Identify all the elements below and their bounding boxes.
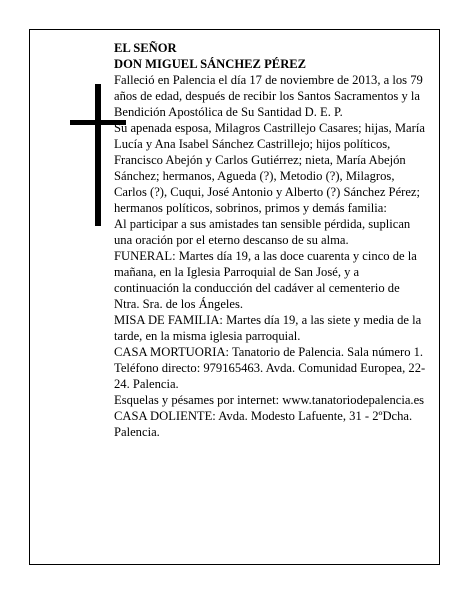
obituary-text [114,40,426,440]
funeral-home-paragraph: CASA MORTUORIA: Tanatorio de Palencia. Sala número 1. Teléfono directo: 979165463. Avda. Comunidad Europea, 22-24. Palencia. [114,345,426,391]
heading-name: DON MIGUEL SÁNCHEZ PÉREZ [114,57,307,71]
family-home-paragraph: CASA DOLIENTE: Avda. Modesto Lafuente, 31 - 2ºDcha. Palencia. [114,409,413,439]
heading-title: EL SEÑOR [114,41,177,55]
family-paragraph: Su apenada esposa, Milagros Castrillejo Casares; hijas, María Lucía y Ana Isabel Sánchez Castrillejo; hijos políticos, Francisco Abejón y Carlos Gutiérrez; nieta, María Abejón Sánchez; hermanos, Agueda (?), Metodio (?), Milagros, Carlos (?), Cuqui, José Antonio y Alberto (?) Sánchez Pérez; hermanos políticos, sobrinos, primos y demás familia: [114,121,425,215]
family-mass-paragraph: MISA DE FAMILIA: Martes día 19, a las siete y media de la tarde, en la misma iglesia parroquial. [114,313,422,343]
prayer-paragraph: Al participar a sus amistades tan sensible pérdida, suplican una oración por el eterno descanso de su alma. [114,217,411,247]
funeral-paragraph: FUNERAL: Martes día 19, a las doce cuarenta y cinco de la mañana, en la Iglesia Parroquial de San José, y a continuación la conducción del cadáver al cementerio de Ntra. Sra. de los Ángeles. [114,249,417,311]
death-paragraph: Falleció en Palencia el día 17 de noviembre de 2013, a los 79 años de edad, después de recibir los Santos Sacramentos y la Bendición Apostólica de Su Santidad D. E. P. [114,73,423,119]
cross-vertical-bar [95,84,101,226]
online-condolences-paragraph: Esquelas y pésames por internet: www.tanatoriodepalencia.es [114,393,425,407]
